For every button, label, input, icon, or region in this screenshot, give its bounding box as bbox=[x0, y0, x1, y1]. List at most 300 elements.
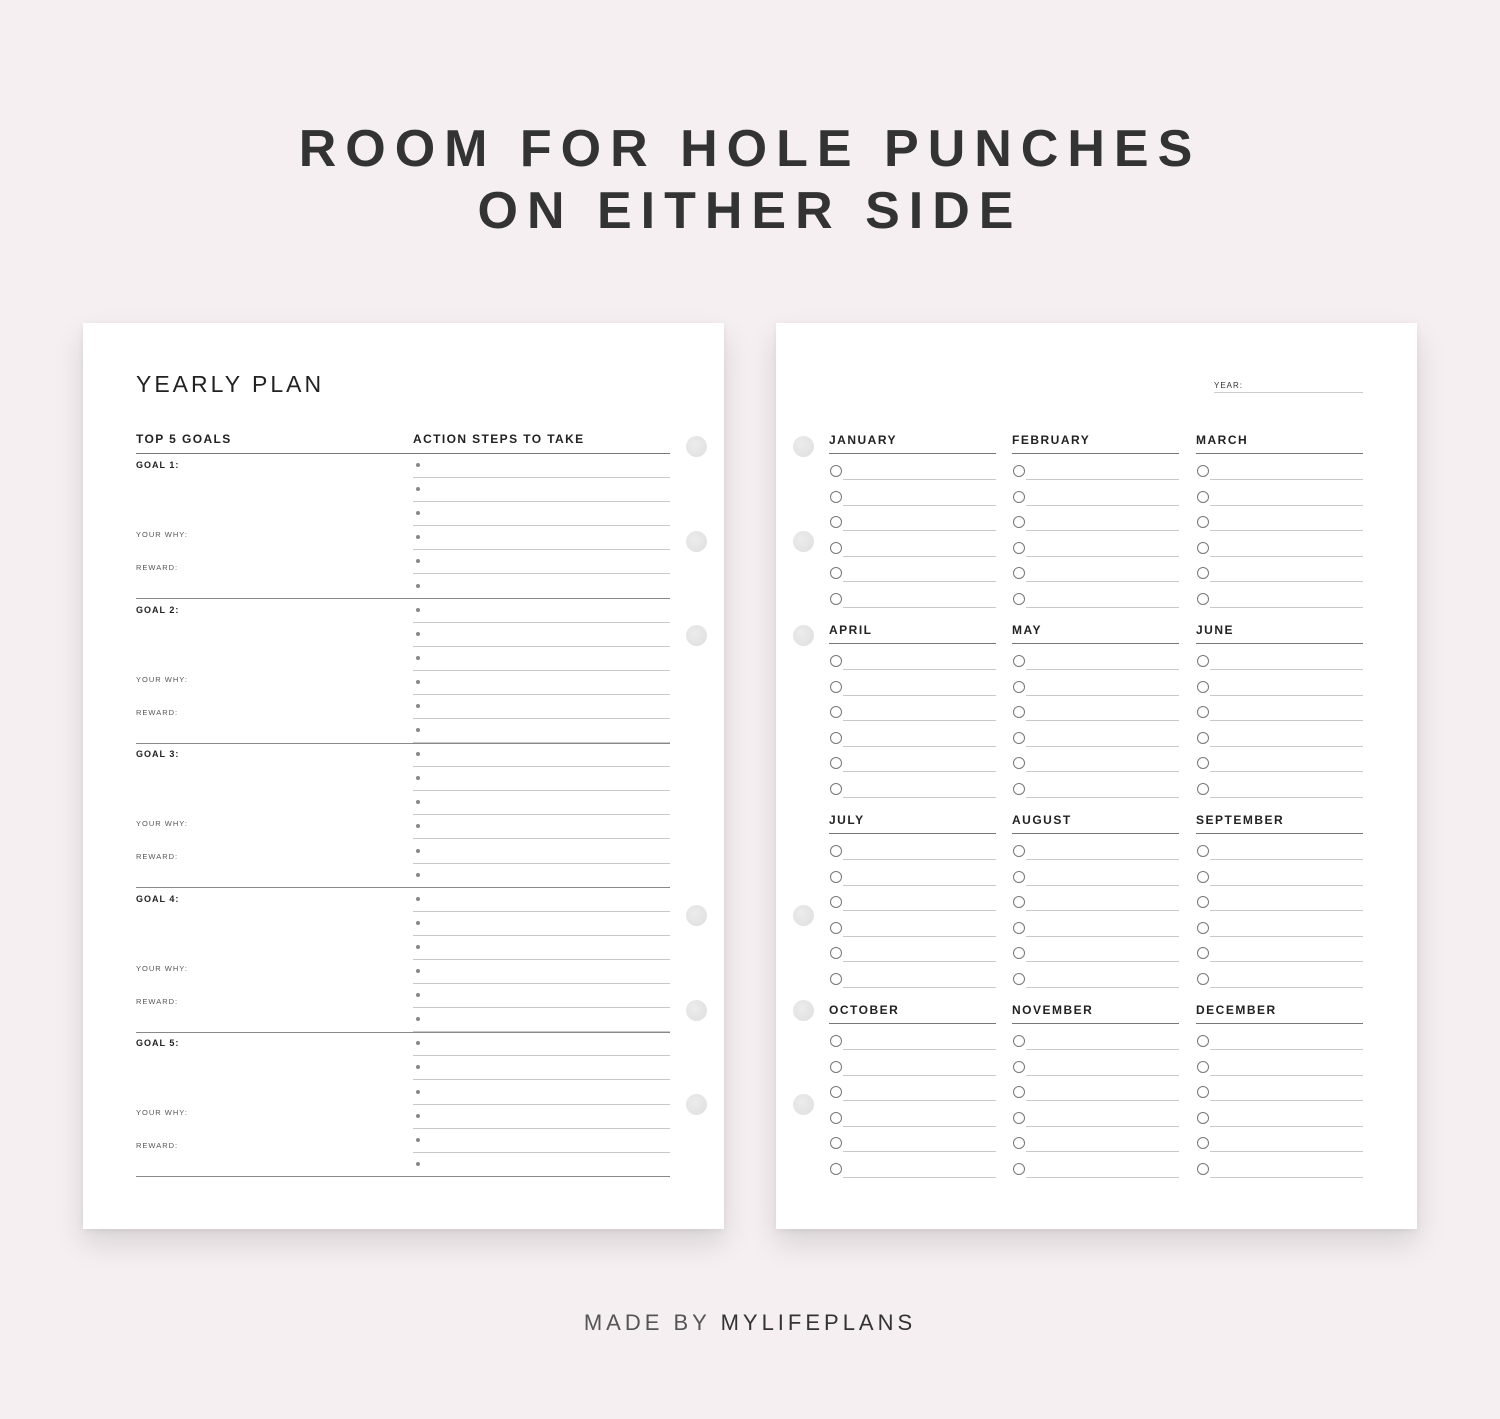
checkbox-circle-icon[interactable] bbox=[830, 655, 842, 667]
monthly-goals-page bbox=[776, 323, 1417, 1229]
bullet-icon bbox=[416, 945, 420, 949]
month-task-row[interactable] bbox=[1012, 842, 1179, 867]
month-task-row[interactable] bbox=[1012, 703, 1179, 728]
month-task-row[interactable] bbox=[1196, 1134, 1363, 1159]
checkbox-circle-icon[interactable] bbox=[1197, 896, 1209, 908]
goal-why-label: YOUR WHY: bbox=[136, 530, 188, 539]
month-task-row[interactable] bbox=[1012, 1058, 1179, 1083]
action-step-line[interactable] bbox=[413, 695, 670, 719]
checkbox-circle-icon[interactable] bbox=[830, 567, 842, 579]
action-step-line[interactable] bbox=[413, 864, 670, 888]
headline bbox=[0, 118, 1500, 242]
checkbox-circle-icon[interactable] bbox=[1197, 922, 1209, 934]
checkbox-circle-icon[interactable] bbox=[1013, 922, 1025, 934]
task-line bbox=[1210, 1151, 1363, 1152]
action-step-line[interactable] bbox=[413, 575, 670, 599]
action-step-line[interactable] bbox=[413, 1105, 670, 1129]
checkbox-circle-icon[interactable] bbox=[830, 491, 842, 503]
month-task-row[interactable] bbox=[1012, 652, 1179, 677]
checkbox-circle-icon[interactable] bbox=[830, 681, 842, 693]
checkbox-circle-icon[interactable] bbox=[1197, 757, 1209, 769]
task-line bbox=[843, 1177, 996, 1178]
bullet-icon bbox=[416, 559, 420, 563]
month-task-row[interactable] bbox=[829, 754, 996, 779]
task-line bbox=[1210, 581, 1363, 582]
month-task-row[interactable] bbox=[829, 868, 996, 893]
month-block bbox=[829, 623, 996, 803]
task-line bbox=[843, 607, 996, 608]
checkbox-circle-icon[interactable] bbox=[830, 1035, 842, 1047]
month-task-row[interactable] bbox=[1012, 678, 1179, 703]
checkbox-circle-icon[interactable] bbox=[1197, 1061, 1209, 1073]
checkbox-circle-icon[interactable] bbox=[1013, 845, 1025, 857]
checkbox-circle-icon[interactable] bbox=[1013, 491, 1025, 503]
month-name: JANUARY bbox=[829, 433, 898, 447]
task-line bbox=[1026, 987, 1179, 988]
checkbox-circle-icon[interactable] bbox=[1197, 593, 1209, 605]
task-line bbox=[1210, 961, 1363, 962]
task-line bbox=[843, 1126, 996, 1127]
goal-reward-label: REWARD: bbox=[136, 1141, 179, 1151]
task-line bbox=[843, 987, 996, 988]
month-task-row[interactable] bbox=[1012, 780, 1179, 805]
task-line bbox=[843, 961, 996, 962]
bullet-icon bbox=[416, 776, 420, 780]
checkbox-circle-icon[interactable] bbox=[830, 465, 842, 477]
task-line bbox=[843, 1075, 996, 1076]
bullet-icon bbox=[416, 704, 420, 708]
month-divider bbox=[1196, 453, 1363, 454]
task-line bbox=[1026, 530, 1179, 531]
action-step-line[interactable] bbox=[413, 671, 670, 695]
checkbox-circle-icon[interactable] bbox=[1013, 947, 1025, 959]
month-divider bbox=[1012, 453, 1179, 454]
month-task-row[interactable] bbox=[829, 703, 996, 728]
task-line bbox=[843, 859, 996, 860]
action-step-line[interactable] bbox=[413, 1081, 670, 1105]
bullet-icon bbox=[416, 921, 420, 925]
month-task-row[interactable] bbox=[1012, 1109, 1179, 1134]
bullet-icon bbox=[416, 969, 420, 973]
month-task-row[interactable] bbox=[1196, 729, 1363, 754]
goal-block bbox=[136, 454, 670, 599]
checkbox-circle-icon[interactable] bbox=[1013, 516, 1025, 528]
month-task-row[interactable] bbox=[829, 1058, 996, 1083]
month-task-row[interactable] bbox=[1196, 462, 1363, 487]
task-line bbox=[843, 1100, 996, 1101]
month-task-row[interactable] bbox=[829, 1160, 996, 1185]
action-step-line[interactable] bbox=[413, 743, 670, 767]
month-block bbox=[829, 433, 996, 613]
bullet-icon bbox=[416, 849, 420, 853]
month-block bbox=[829, 813, 996, 993]
checkbox-circle-icon[interactable] bbox=[1013, 655, 1025, 667]
month-name: APRIL bbox=[829, 623, 873, 637]
checkbox-circle-icon[interactable] bbox=[1197, 491, 1209, 503]
checkbox-circle-icon[interactable] bbox=[1013, 973, 1025, 985]
month-task-row[interactable] bbox=[1012, 970, 1179, 995]
month-task-row[interactable] bbox=[829, 893, 996, 918]
task-line bbox=[1210, 771, 1363, 772]
month-task-row[interactable] bbox=[1196, 539, 1363, 564]
bullet-icon bbox=[416, 511, 420, 515]
goal-reward-label: REWARD: bbox=[136, 707, 179, 717]
task-line bbox=[1026, 1126, 1179, 1127]
task-line bbox=[1210, 669, 1363, 670]
month-block bbox=[1012, 813, 1179, 993]
year-label: YEAR: bbox=[1214, 381, 1244, 390]
checkbox-circle-icon[interactable] bbox=[830, 1112, 842, 1124]
month-task-row[interactable] bbox=[829, 729, 996, 754]
goal-block bbox=[136, 1032, 670, 1177]
bullet-icon bbox=[416, 656, 420, 660]
month-task-row[interactable] bbox=[1196, 970, 1363, 995]
month-task-row[interactable] bbox=[829, 1134, 996, 1159]
action-step-line[interactable] bbox=[413, 1129, 670, 1153]
action-step-line[interactable] bbox=[413, 791, 670, 815]
month-task-row[interactable] bbox=[1012, 1160, 1179, 1185]
task-line bbox=[1210, 1177, 1363, 1178]
action-step-line[interactable] bbox=[413, 550, 670, 574]
bullet-icon bbox=[416, 680, 420, 684]
month-task-row[interactable] bbox=[1196, 754, 1363, 779]
task-line bbox=[1210, 1075, 1363, 1076]
month-task-row[interactable] bbox=[1012, 462, 1179, 487]
month-task-row[interactable] bbox=[1196, 703, 1363, 728]
action-step-line[interactable] bbox=[413, 767, 670, 791]
task-line bbox=[1026, 1177, 1179, 1178]
checkbox-circle-icon[interactable] bbox=[830, 783, 842, 795]
checkbox-circle-icon[interactable] bbox=[830, 896, 842, 908]
checkbox-circle-icon[interactable] bbox=[1197, 655, 1209, 667]
month-divider bbox=[829, 1023, 996, 1024]
month-block bbox=[1012, 623, 1179, 803]
checkbox-circle-icon[interactable] bbox=[830, 542, 842, 554]
checkbox-circle-icon[interactable] bbox=[830, 922, 842, 934]
task-line bbox=[1026, 797, 1179, 798]
action-step-line[interactable] bbox=[413, 912, 670, 936]
checkbox-circle-icon[interactable] bbox=[1013, 896, 1025, 908]
month-divider bbox=[1012, 1023, 1179, 1024]
action-step-line[interactable] bbox=[413, 454, 670, 478]
task-line bbox=[1026, 910, 1179, 911]
month-task-row[interactable] bbox=[1012, 729, 1179, 754]
checkbox-circle-icon[interactable] bbox=[830, 1163, 842, 1175]
task-line bbox=[1210, 695, 1363, 696]
month-task-row[interactable] bbox=[1012, 868, 1179, 893]
punch-hole bbox=[793, 436, 814, 457]
month-block bbox=[1196, 433, 1363, 613]
checkbox-circle-icon[interactable] bbox=[1197, 465, 1209, 477]
checkbox-circle-icon[interactable] bbox=[830, 1086, 842, 1098]
checkbox-circle-icon[interactable] bbox=[1013, 732, 1025, 744]
month-task-row[interactable] bbox=[1196, 919, 1363, 944]
punch-hole bbox=[686, 905, 707, 926]
checkbox-circle-icon[interactable] bbox=[1197, 732, 1209, 744]
month-task-row[interactable] bbox=[1012, 944, 1179, 969]
task-line bbox=[1026, 1075, 1179, 1076]
month-task-row[interactable] bbox=[829, 970, 996, 995]
month-task-row[interactable] bbox=[1196, 590, 1363, 615]
month-task-row[interactable] bbox=[829, 564, 996, 589]
month-task-row[interactable] bbox=[1012, 1134, 1179, 1159]
checkbox-circle-icon[interactable] bbox=[830, 1137, 842, 1149]
action-step-line[interactable] bbox=[413, 647, 670, 671]
bullet-icon bbox=[416, 873, 420, 877]
steps-column-header: ACTION STEPS TO TAKE bbox=[413, 432, 585, 446]
checkbox-circle-icon[interactable] bbox=[830, 845, 842, 857]
action-step-line[interactable] bbox=[413, 888, 670, 912]
month-name: OCTOBER bbox=[829, 1003, 900, 1017]
bullet-icon bbox=[416, 1162, 420, 1166]
action-step-line[interactable] bbox=[413, 1008, 670, 1032]
task-line bbox=[1026, 581, 1179, 582]
task-line bbox=[1026, 1100, 1179, 1101]
task-line bbox=[1210, 530, 1363, 531]
month-task-row[interactable] bbox=[1196, 652, 1363, 677]
month-task-row[interactable] bbox=[829, 590, 996, 615]
checkbox-circle-icon[interactable] bbox=[1013, 1061, 1025, 1073]
checkbox-circle-icon[interactable] bbox=[1197, 1163, 1209, 1175]
bullet-icon bbox=[416, 1090, 420, 1094]
bullet-icon bbox=[416, 535, 420, 539]
checkbox-circle-icon[interactable] bbox=[830, 947, 842, 959]
task-line bbox=[843, 885, 996, 886]
task-line bbox=[1026, 1049, 1179, 1050]
goal-label: GOAL 1: bbox=[136, 460, 180, 470]
task-line bbox=[843, 505, 996, 506]
checkbox-circle-icon[interactable] bbox=[1013, 593, 1025, 605]
headline-line-2: ON EITHER SIDE bbox=[477, 182, 1023, 240]
task-line bbox=[1210, 746, 1363, 747]
month-task-row[interactable] bbox=[829, 513, 996, 538]
task-line bbox=[1210, 1126, 1363, 1127]
checkbox-circle-icon[interactable] bbox=[1197, 567, 1209, 579]
month-task-row[interactable] bbox=[1196, 488, 1363, 513]
checkbox-circle-icon[interactable] bbox=[1197, 516, 1209, 528]
task-line bbox=[1210, 936, 1363, 937]
checkbox-circle-icon[interactable] bbox=[1197, 871, 1209, 883]
action-step-line[interactable] bbox=[413, 1153, 670, 1177]
task-line bbox=[843, 1049, 996, 1050]
action-step-line[interactable] bbox=[413, 1032, 670, 1056]
checkbox-circle-icon[interactable] bbox=[1197, 947, 1209, 959]
task-line bbox=[1026, 961, 1179, 962]
bullet-icon bbox=[416, 1138, 420, 1142]
month-task-row[interactable] bbox=[1196, 564, 1363, 589]
goal-why-label: YOUR WHY: bbox=[136, 963, 188, 973]
task-line bbox=[1026, 746, 1179, 747]
goal-label: GOAL 5: bbox=[136, 1038, 180, 1049]
action-step-line[interactable] bbox=[413, 1056, 670, 1080]
month-task-row[interactable] bbox=[1196, 944, 1363, 969]
checkbox-circle-icon[interactable] bbox=[1197, 542, 1209, 554]
month-task-row[interactable] bbox=[1196, 868, 1363, 893]
checkbox-circle-icon[interactable] bbox=[1013, 465, 1025, 477]
month-task-row[interactable] bbox=[829, 919, 996, 944]
checkbox-circle-icon[interactable] bbox=[1013, 1112, 1025, 1124]
month-task-row[interactable] bbox=[829, 678, 996, 703]
checkbox-circle-icon[interactable] bbox=[1197, 681, 1209, 693]
month-task-row[interactable] bbox=[1012, 1032, 1179, 1057]
month-task-row[interactable] bbox=[1012, 893, 1179, 918]
action-step-line[interactable] bbox=[413, 840, 670, 864]
checkbox-circle-icon[interactable] bbox=[1197, 706, 1209, 718]
punch-hole bbox=[793, 531, 814, 552]
footer-brand: MYLIFEPLANS bbox=[720, 1310, 917, 1335]
month-task-row[interactable] bbox=[829, 652, 996, 677]
month-task-row[interactable] bbox=[1012, 513, 1179, 538]
task-line bbox=[1210, 1100, 1363, 1101]
punch-hole bbox=[686, 1094, 707, 1115]
goal-label: GOAL 4: bbox=[136, 893, 180, 904]
action-step-line[interactable] bbox=[413, 478, 670, 502]
goal-label: GOAL 3: bbox=[136, 749, 180, 760]
checkbox-circle-icon[interactable] bbox=[830, 871, 842, 883]
month-task-row[interactable] bbox=[829, 944, 996, 969]
goal-why-label: YOUR WHY: bbox=[136, 1108, 188, 1118]
checkbox-circle-icon[interactable] bbox=[1013, 1137, 1025, 1149]
goal-divider bbox=[136, 1176, 670, 1177]
checkbox-circle-icon[interactable] bbox=[1197, 1112, 1209, 1124]
footer-prefix: MADE BY bbox=[583, 1310, 721, 1335]
bullet-icon bbox=[416, 728, 420, 732]
task-line bbox=[843, 1151, 996, 1152]
task-line bbox=[1026, 771, 1179, 772]
month-divider bbox=[829, 453, 996, 454]
month-name: MARCH bbox=[1196, 433, 1249, 447]
checkbox-circle-icon[interactable] bbox=[1013, 1163, 1025, 1175]
punch-hole bbox=[793, 905, 814, 926]
bullet-icon bbox=[416, 608, 420, 612]
checkbox-circle-icon[interactable] bbox=[830, 593, 842, 605]
month-task-row[interactable] bbox=[829, 1083, 996, 1108]
checkbox-circle-icon[interactable] bbox=[1197, 973, 1209, 985]
checkbox-circle-icon[interactable] bbox=[1197, 845, 1209, 857]
goal-reward-label: REWARD: bbox=[136, 996, 179, 1006]
checkbox-circle-icon[interactable] bbox=[1013, 567, 1025, 579]
action-step-line[interactable] bbox=[413, 599, 670, 623]
bullet-icon bbox=[416, 1114, 420, 1118]
year-field-line[interactable] bbox=[1214, 392, 1363, 393]
month-task-row[interactable] bbox=[1196, 678, 1363, 703]
checkbox-circle-icon[interactable] bbox=[830, 973, 842, 985]
checkbox-circle-icon[interactable] bbox=[830, 1061, 842, 1073]
checkbox-circle-icon[interactable] bbox=[1197, 1086, 1209, 1098]
month-task-row[interactable] bbox=[1196, 1083, 1363, 1108]
action-step-line[interactable] bbox=[413, 960, 670, 984]
action-step-line[interactable] bbox=[413, 623, 670, 647]
task-line bbox=[843, 720, 996, 721]
checkbox-circle-icon[interactable] bbox=[1013, 1086, 1025, 1098]
month-block bbox=[1012, 433, 1179, 613]
task-line bbox=[1210, 607, 1363, 608]
month-name: DECEMBER bbox=[1196, 1003, 1277, 1017]
month-task-row[interactable] bbox=[829, 1032, 996, 1057]
checkbox-circle-icon[interactable] bbox=[1013, 542, 1025, 554]
checkbox-circle-icon[interactable] bbox=[830, 516, 842, 528]
action-step-line[interactable] bbox=[413, 719, 670, 743]
task-line bbox=[1210, 797, 1363, 798]
month-task-row[interactable] bbox=[1012, 488, 1179, 513]
task-line bbox=[1210, 479, 1363, 480]
bullet-icon bbox=[416, 632, 420, 636]
month-task-row[interactable] bbox=[1012, 539, 1179, 564]
action-step-line[interactable] bbox=[413, 936, 670, 960]
goal-block bbox=[136, 743, 670, 888]
action-step-line[interactable] bbox=[413, 984, 670, 1008]
action-step-line[interactable] bbox=[413, 526, 670, 550]
task-line bbox=[1026, 720, 1179, 721]
checkbox-circle-icon[interactable] bbox=[1013, 871, 1025, 883]
bullet-icon bbox=[416, 463, 420, 467]
month-task-row[interactable] bbox=[1196, 780, 1363, 805]
task-line bbox=[1210, 987, 1363, 988]
month-task-row[interactable] bbox=[1196, 842, 1363, 867]
checkbox-circle-icon[interactable] bbox=[1013, 706, 1025, 718]
month-task-row[interactable] bbox=[1012, 754, 1179, 779]
month-task-row[interactable] bbox=[1196, 1058, 1363, 1083]
month-task-row[interactable] bbox=[829, 488, 996, 513]
checkbox-circle-icon[interactable] bbox=[1013, 783, 1025, 795]
task-line bbox=[1026, 695, 1179, 696]
checkbox-circle-icon[interactable] bbox=[1197, 783, 1209, 795]
task-line bbox=[843, 530, 996, 531]
task-line bbox=[1026, 885, 1179, 886]
month-name: NOVEMBER bbox=[1012, 1003, 1094, 1017]
month-task-row[interactable] bbox=[1196, 1032, 1363, 1057]
month-name: FEBRUARY bbox=[1012, 433, 1091, 447]
checkbox-circle-icon[interactable] bbox=[1013, 1035, 1025, 1047]
month-task-row[interactable] bbox=[829, 842, 996, 867]
bullet-icon bbox=[416, 824, 420, 828]
checkbox-circle-icon[interactable] bbox=[1197, 1035, 1209, 1047]
checkbox-circle-icon[interactable] bbox=[830, 757, 842, 769]
bullet-icon bbox=[416, 993, 420, 997]
month-task-row[interactable] bbox=[829, 780, 996, 805]
bullet-icon bbox=[416, 584, 420, 588]
task-line bbox=[1210, 720, 1363, 721]
month-task-row[interactable] bbox=[1196, 893, 1363, 918]
checkbox-circle-icon[interactable] bbox=[830, 706, 842, 718]
checkbox-circle-icon[interactable] bbox=[1197, 1137, 1209, 1149]
bullet-icon bbox=[416, 897, 420, 901]
checkbox-circle-icon[interactable] bbox=[1013, 757, 1025, 769]
month-block bbox=[1196, 1003, 1363, 1183]
month-task-row[interactable] bbox=[829, 1109, 996, 1134]
month-task-row[interactable] bbox=[1012, 1083, 1179, 1108]
month-name: AUGUST bbox=[1012, 813, 1072, 827]
checkbox-circle-icon[interactable] bbox=[830, 732, 842, 744]
action-step-line[interactable] bbox=[413, 502, 670, 526]
action-step-line[interactable] bbox=[413, 815, 670, 839]
task-line bbox=[843, 479, 996, 480]
month-task-row[interactable] bbox=[829, 462, 996, 487]
month-task-row[interactable] bbox=[1012, 564, 1179, 589]
month-task-row[interactable] bbox=[1012, 590, 1179, 615]
checkbox-circle-icon[interactable] bbox=[1013, 681, 1025, 693]
page-title: YEARLY PLAN bbox=[136, 371, 325, 397]
month-block bbox=[1196, 623, 1363, 803]
month-task-row[interactable] bbox=[829, 539, 996, 564]
month-task-row[interactable] bbox=[1196, 1109, 1363, 1134]
goal-label: GOAL 2: bbox=[136, 604, 180, 615]
goal-why-label: YOUR WHY: bbox=[136, 674, 188, 684]
month-task-row[interactable] bbox=[1196, 513, 1363, 538]
month-task-row[interactable] bbox=[1012, 919, 1179, 944]
task-line bbox=[1210, 505, 1363, 506]
month-task-row[interactable] bbox=[1196, 1160, 1363, 1185]
